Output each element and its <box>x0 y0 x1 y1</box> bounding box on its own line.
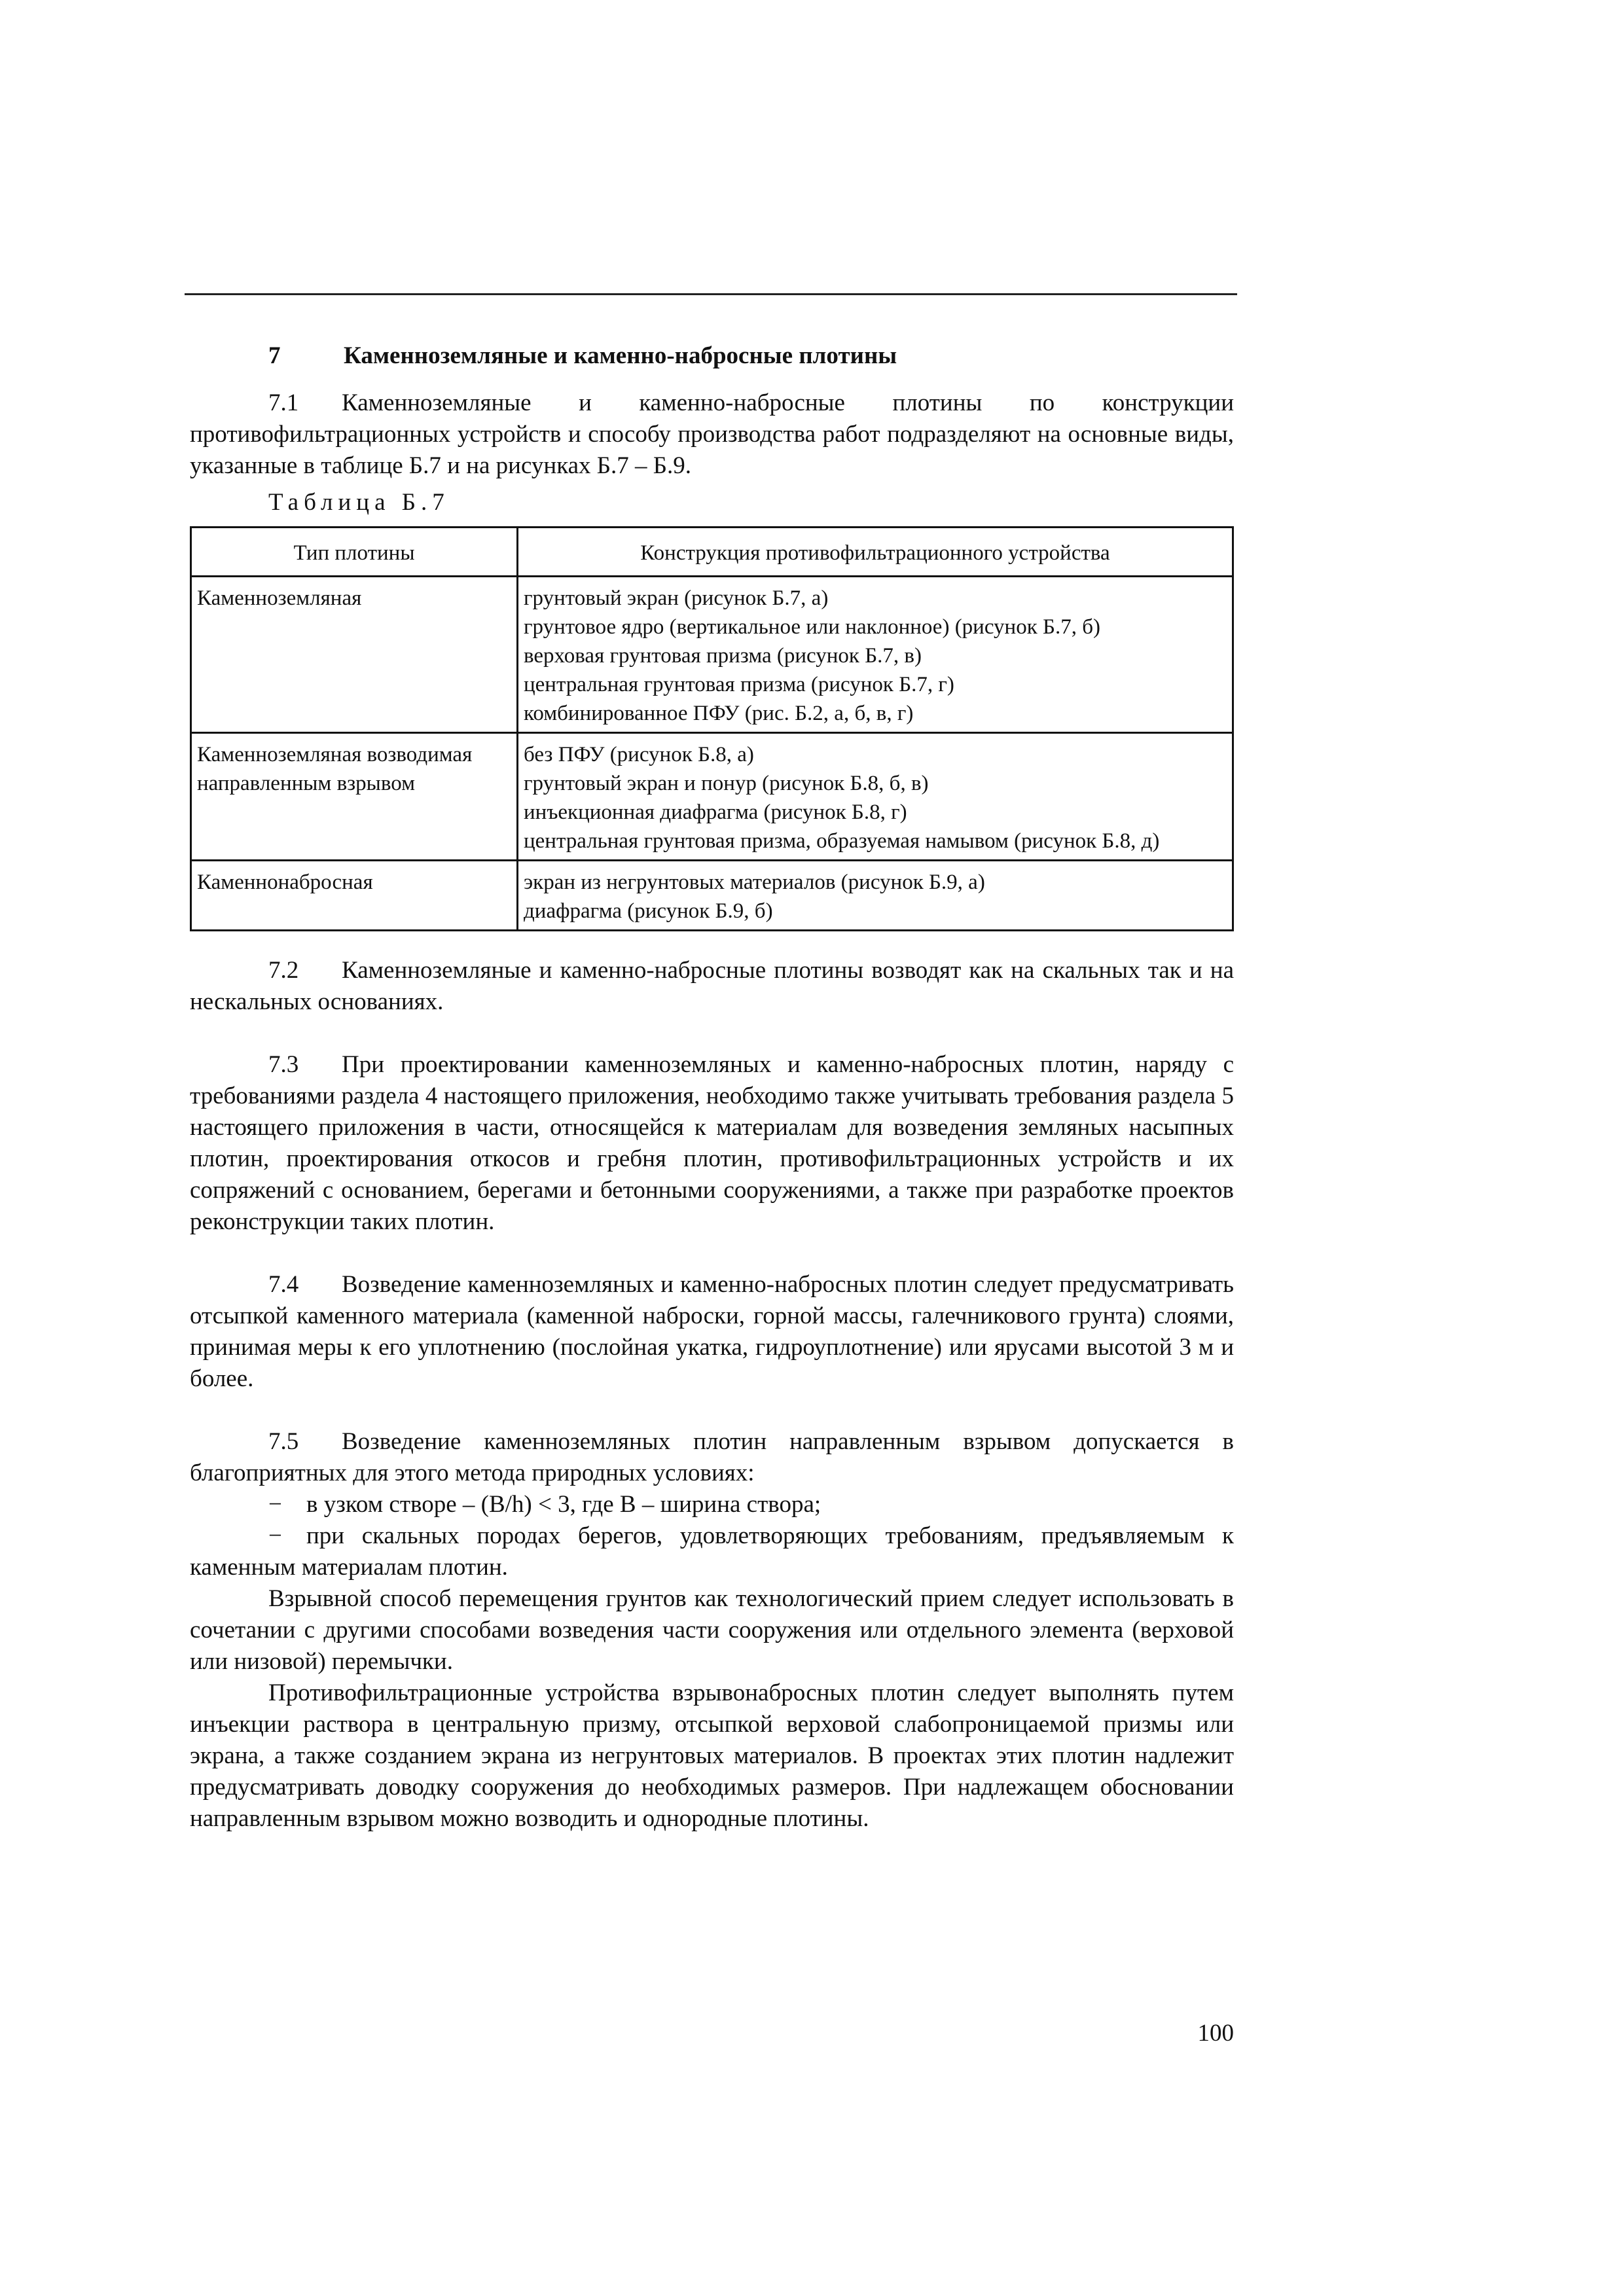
list-item-text: в узком створе – (B/h) < 3, где B – ширина створа; <box>306 1491 821 1518</box>
table-header-construction: Конструкция противофильтрационного устройства <box>518 528 1233 577</box>
table-row <box>191 733 1233 861</box>
table-row <box>191 577 1233 733</box>
construction-item: центральная грунтовая призма (рисунок Б.7, г) <box>524 673 954 696</box>
paragraph-7-5 <box>190 1426 1234 1489</box>
paragraph-text: Каменноземляные и каменно-набросные плотины по конструкции противофильтрационных устройств и способу производства работ подразделяют на основные виды, указанные в таблице Б.7 и на рисунках Б.7 – Б.9. <box>190 389 1234 479</box>
paragraph-7-1 <box>190 387 1234 482</box>
section-heading <box>190 340 1234 372</box>
dam-types-table <box>190 526 1234 931</box>
paragraph-number: 7.5 <box>268 1428 299 1455</box>
table-caption: Таблица Б.7 <box>268 489 450 516</box>
construction-item: экран из негрунтовых материалов (рисунок Б.9, а) <box>524 870 985 894</box>
paragraph-text: При проектировании каменноземляных и каменно-набросных плотин, наряду с требованиями раздела 4 настоящего приложения, необходимо также учитывать требования раздела 5 настоящего приложения в части, относящейся к материалам для возведения земляных насыпных плотин, проектирования откосов и гребня плотин, противофильтрационных устройств и их сопряжений с основанием, берегами и бетонными сооружениями, а также при разработке проектов реконструкции таких плотин. <box>190 1051 1234 1235</box>
table-row <box>191 861 1233 931</box>
list-item <box>190 1520 1234 1583</box>
paragraph-text: Возведение каменноземляных и каменно-набросных плотин следует предусматривать отсыпкой каменного материала (каменной наброски, горной массы, галечникового грунта) слоями, принимая меры к его уплотнению (послойная укатка, гидроуплотнение) или ярусами высотой 3 м и более. <box>190 1271 1234 1392</box>
table-cell-construction <box>518 861 1233 931</box>
construction-item: верховая грунтовая призма (рисунок Б.7, в) <box>524 644 922 668</box>
table-cell-dam-type: Каменноземляная возводимая направленным взрывом <box>191 733 518 861</box>
table-header-row <box>191 528 1233 577</box>
paragraph-text: Возведение каменноземляных плотин направленным взрывом допускается в благоприятных для этого метода природных условиях: <box>190 1428 1234 1486</box>
construction-item: центральная грунтовая призма, образуемая намывом (рисунок Б.8, д) <box>524 829 1160 853</box>
list-item <box>190 1489 1234 1520</box>
dash-marker: − <box>268 1522 282 1549</box>
section-title: Каменноземляные и каменно-набросные плотины <box>344 342 897 369</box>
paragraph-explosive-method: Взрывной способ перемещения грунтов как технологический прием следует использовать в сочетании с другими способами возведения части сооружения или отдельного элемента (верховой или низовой) перемычки. <box>190 1585 1234 1675</box>
construction-item: грунтовое ядро (вертикальное или наклонное) (рисунок Б.7, б) <box>524 615 1100 639</box>
paragraph-7-2 <box>190 955 1234 1018</box>
table-cell-construction <box>518 577 1233 733</box>
paragraph-number: 7.4 <box>268 1271 299 1298</box>
section-number: 7 <box>268 342 281 369</box>
construction-item: грунтовый экран (рисунок Б.7, а) <box>524 586 829 610</box>
construction-item: комбинированное ПФУ (рис. Б.2, а, б, в, г) <box>524 702 914 725</box>
paragraph-number: 7.3 <box>268 1051 299 1078</box>
paragraph-antifiltration-devices: Противофильтрационные устройства взрывонабросных плотин следует выполнять путем инъекции раствора в центральную призму, отсыпкой верховой слабопроницаемой призмы или экрана, а также созданием экрана из негрунтовых материалов. В проектах этих плотин надлежит предусматривать доводку сооружения до необходимых размеров. При надлежащем обосновании направленным взрывом можно возводить и однородные плотины. <box>190 1679 1234 1832</box>
list-item-text: при скальных породах берегов, удовлетворяющих требованиям, предъявляемым к каменным материалам плотин. <box>190 1522 1234 1581</box>
construction-item: инъекционная диафрагма (рисунок Б.8, г) <box>524 800 907 824</box>
table-header-dam-type: Тип плотины <box>191 528 518 577</box>
paragraph-number: 7.2 <box>268 957 299 984</box>
construction-item: диафрагма (рисунок Б.9, б) <box>524 899 773 923</box>
table-cell-construction <box>518 733 1233 861</box>
paragraph-7-4 <box>190 1269 1234 1395</box>
table-cell-dam-type: Каменноземляная <box>191 577 518 733</box>
page-number: 100 <box>1197 2020 1234 2047</box>
dash-marker: − <box>268 1491 282 1518</box>
construction-item: без ПФУ (рисунок Б.8, а) <box>524 743 754 766</box>
header-rule <box>185 293 1237 295</box>
page-content <box>190 340 1234 1835</box>
table-cell-dam-type: Каменнонабросная <box>191 861 518 931</box>
paragraph-number: 7.1 <box>268 389 299 416</box>
paragraph-7-3 <box>190 1049 1234 1238</box>
construction-item: грунтовый экран и понур (рисунок Б.8, б, в) <box>524 772 929 795</box>
paragraph-text: Каменноземляные и каменно-набросные плотины возводят как на скальных так и на нескальных основаниях. <box>190 957 1234 1015</box>
